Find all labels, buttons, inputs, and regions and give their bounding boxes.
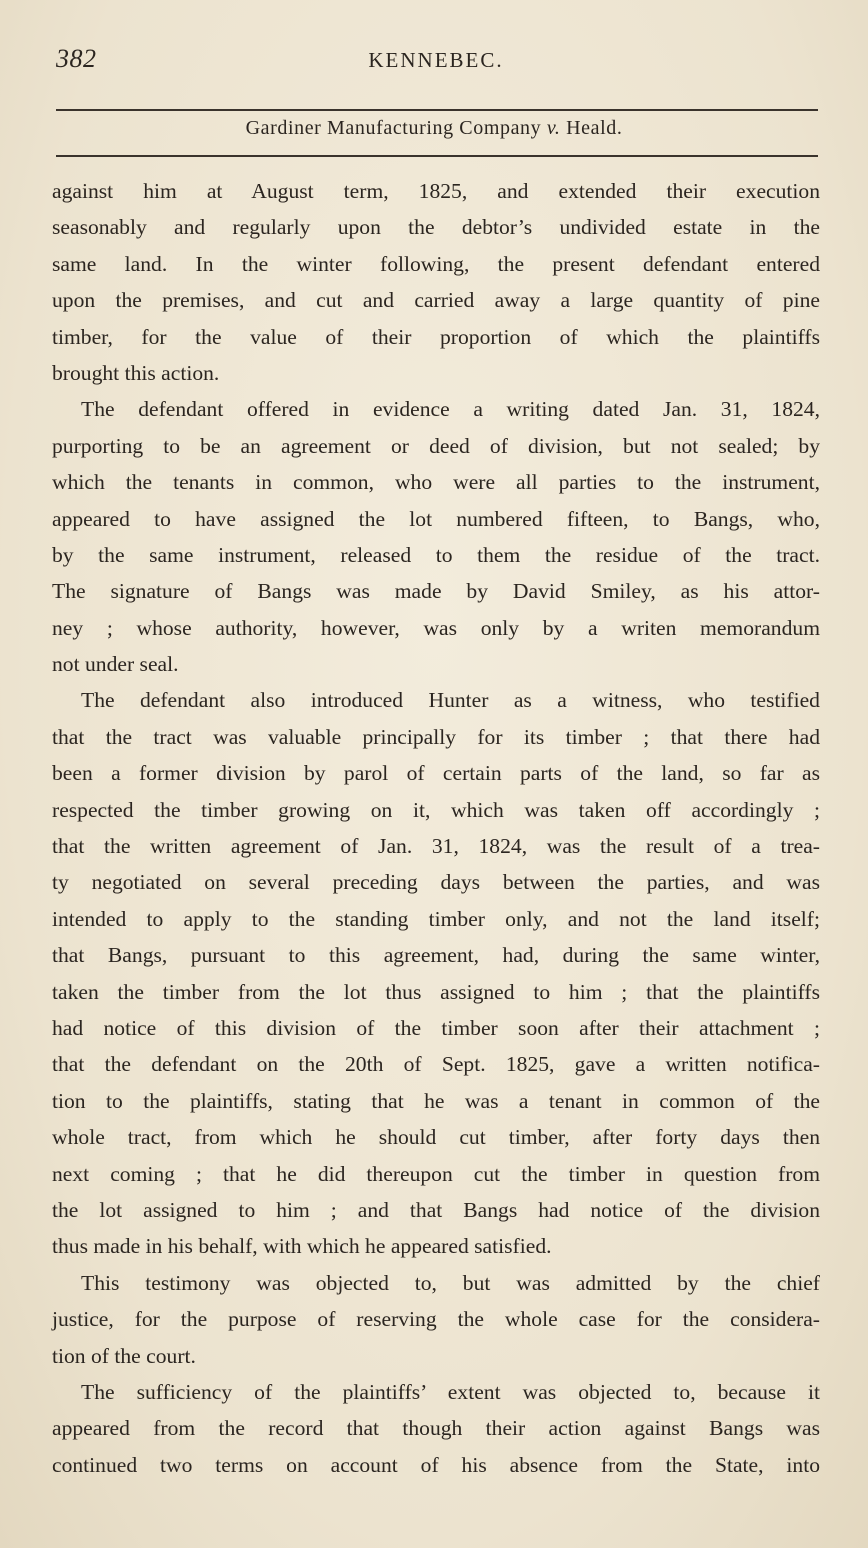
case-plaintiff: Gardiner Manufacturing Company — [245, 117, 542, 139]
text-segment: was — [763, 1416, 820, 1441]
text-line — [52, 428, 820, 464]
text-segment: The sufficiency of the plaintiffs’ extent was objected to, because it — [81, 1379, 820, 1404]
italic-text: Jan. — [378, 834, 413, 859]
text-segment: ty negotiated on several preceding days between the parties, and was — [52, 870, 820, 895]
italic-text: Sept. — [441, 1052, 486, 1077]
text-segment: that the tract was valuable principally for its timber ; that there had — [52, 724, 820, 749]
text-segment: seasonably and regularly upon the debtor’s undivided estate in the — [52, 215, 820, 240]
text-line — [52, 246, 820, 282]
body-text — [52, 173, 820, 1483]
text-segment: which the tenants in common, who were all parties to the instrument, — [52, 470, 820, 495]
text-segment: ney ; whose authority, however, was only by a writen memorandum — [52, 615, 820, 640]
text-line — [52, 1228, 820, 1264]
text-segment: purporting to be an agreement or deed of division, but not sealed; by — [52, 433, 820, 458]
header-rule-bottom — [56, 155, 818, 157]
text-segment: that the defendant on the 20th of — [52, 1052, 442, 1077]
text-segment: as a witness, who testified — [488, 688, 820, 713]
text-segment: not under seal. — [52, 652, 179, 677]
text-line — [52, 1010, 820, 1046]
text-line — [52, 1374, 820, 1410]
page-number: 382 — [56, 44, 97, 73]
italic-text: Bangs — [709, 1416, 764, 1441]
case-defendant: Heald. — [566, 117, 623, 139]
text-line — [52, 1338, 820, 1374]
text-line — [52, 755, 820, 791]
italic-text: Jan. — [662, 397, 698, 422]
text-segment: by the same instrument, released to them the residue of the tract. — [52, 542, 820, 567]
text-segment: The defendant offered in evidence a writing dated — [81, 397, 663, 422]
text-line — [52, 828, 820, 864]
text-segment: had notice of this division of the timber soon after their attachment ; — [52, 1015, 820, 1040]
text-line — [52, 1156, 820, 1192]
text-segment: This testimony was objected to, but was admitted by the chief — [81, 1270, 820, 1295]
text-segment: , pursuant to this agreement, had, during the same winter, — [161, 943, 820, 968]
running-title: KENNEBEC. — [368, 48, 504, 72]
text-line — [52, 173, 820, 209]
text-segment: 31, 1824, — [697, 397, 820, 422]
text-line — [52, 501, 820, 537]
text-line — [52, 1083, 820, 1119]
text-segment: appeared from the record that though their action against — [52, 1416, 710, 1441]
text-segment: the lot assigned to him ; and that — [52, 1197, 464, 1222]
text-line — [52, 610, 820, 646]
text-segment: , who, — [747, 506, 820, 531]
text-line — [52, 319, 820, 355]
text-segment: 31, 1824, was the result of a trea- — [412, 834, 821, 859]
text-line — [52, 209, 820, 245]
text-segment: justice, for the purpose of reserving the whole case for the considera- — [52, 1307, 820, 1332]
text-line — [52, 537, 820, 573]
text-segment: 1825, gave a written notifica- — [485, 1052, 820, 1077]
italic-text: Hunter — [428, 688, 489, 713]
text-line — [52, 355, 820, 391]
text-segment: appeared to have assigned the lot numbered fifteen, to — [52, 506, 694, 531]
text-line — [52, 1447, 820, 1483]
text-segment: upon the premises, and cut and carried away a large quantity of pine — [52, 288, 820, 313]
text-segment: was made by — [311, 579, 513, 604]
text-line — [52, 792, 820, 828]
text-line — [52, 864, 820, 900]
text-line — [52, 391, 820, 427]
text-segment: tion of the court. — [52, 1343, 196, 1368]
text-segment: intended to apply to the standing timber only, and not the land itself; — [52, 906, 820, 931]
text-line — [52, 1192, 820, 1228]
text-line — [52, 573, 820, 609]
text-segment: taken the timber from the lot thus assigned to him ; that the plaintiffs — [52, 979, 820, 1004]
text-segment: term, 1825, and extended their execution — [313, 179, 820, 203]
text-segment: timber, for the value of their proportion of which the plaintiffs — [52, 324, 820, 349]
text-segment: against him at — [52, 179, 252, 203]
italic-text: David Smiley — [512, 579, 651, 604]
italic-text: Bangs — [463, 1197, 518, 1222]
text-segment: The signature of — [52, 579, 258, 604]
text-segment: respected the timber growing on it, which was taken off accordingly ; — [52, 797, 820, 822]
running-head — [52, 44, 820, 80]
text-line — [52, 1301, 820, 1337]
text-segment: that the written agreement of — [52, 834, 379, 859]
text-segment: tion to the plaintiffs, stating that he was a tenant in common of the — [52, 1088, 820, 1113]
text-line — [52, 646, 820, 682]
text-segment: thus made in his behalf, with which he appeared satisfied. — [52, 1234, 552, 1259]
text-line — [52, 719, 820, 755]
text-segment: had notice of the division — [517, 1197, 820, 1222]
text-line — [52, 1046, 820, 1082]
text-line — [52, 1265, 820, 1301]
text-segment: been a former division by parol of certain parts of the land, so far as — [52, 761, 820, 786]
text-line — [52, 1410, 820, 1446]
text-segment: , as his attor- — [650, 579, 820, 604]
italic-text: August — [251, 179, 314, 203]
header-rule-top — [56, 109, 818, 111]
text-line — [52, 464, 820, 500]
text-segment: continued two terms on account of his absence from the State, into — [52, 1452, 820, 1477]
text-segment: that — [52, 943, 108, 968]
italic-text: Bangs — [693, 506, 748, 531]
text-segment: brought this action. — [52, 360, 220, 385]
text-segment: next coming ; that he did thereupon cut the timber in question from — [52, 1161, 820, 1186]
case-versus: v. — [546, 117, 561, 139]
italic-text: Bangs — [107, 943, 162, 968]
text-line — [52, 901, 820, 937]
text-line — [52, 282, 820, 318]
text-line — [52, 682, 820, 718]
case-title — [0, 117, 868, 140]
italic-text: Bangs — [257, 579, 312, 604]
text-segment: The defendant also introduced — [81, 688, 429, 713]
text-line — [52, 974, 820, 1010]
text-line — [52, 937, 820, 973]
text-segment: same land. In the winter following, the present defendant entered — [52, 251, 820, 276]
text-segment: whole tract, from which he should cut timber, after forty days then — [52, 1125, 820, 1150]
text-line — [52, 1119, 820, 1155]
